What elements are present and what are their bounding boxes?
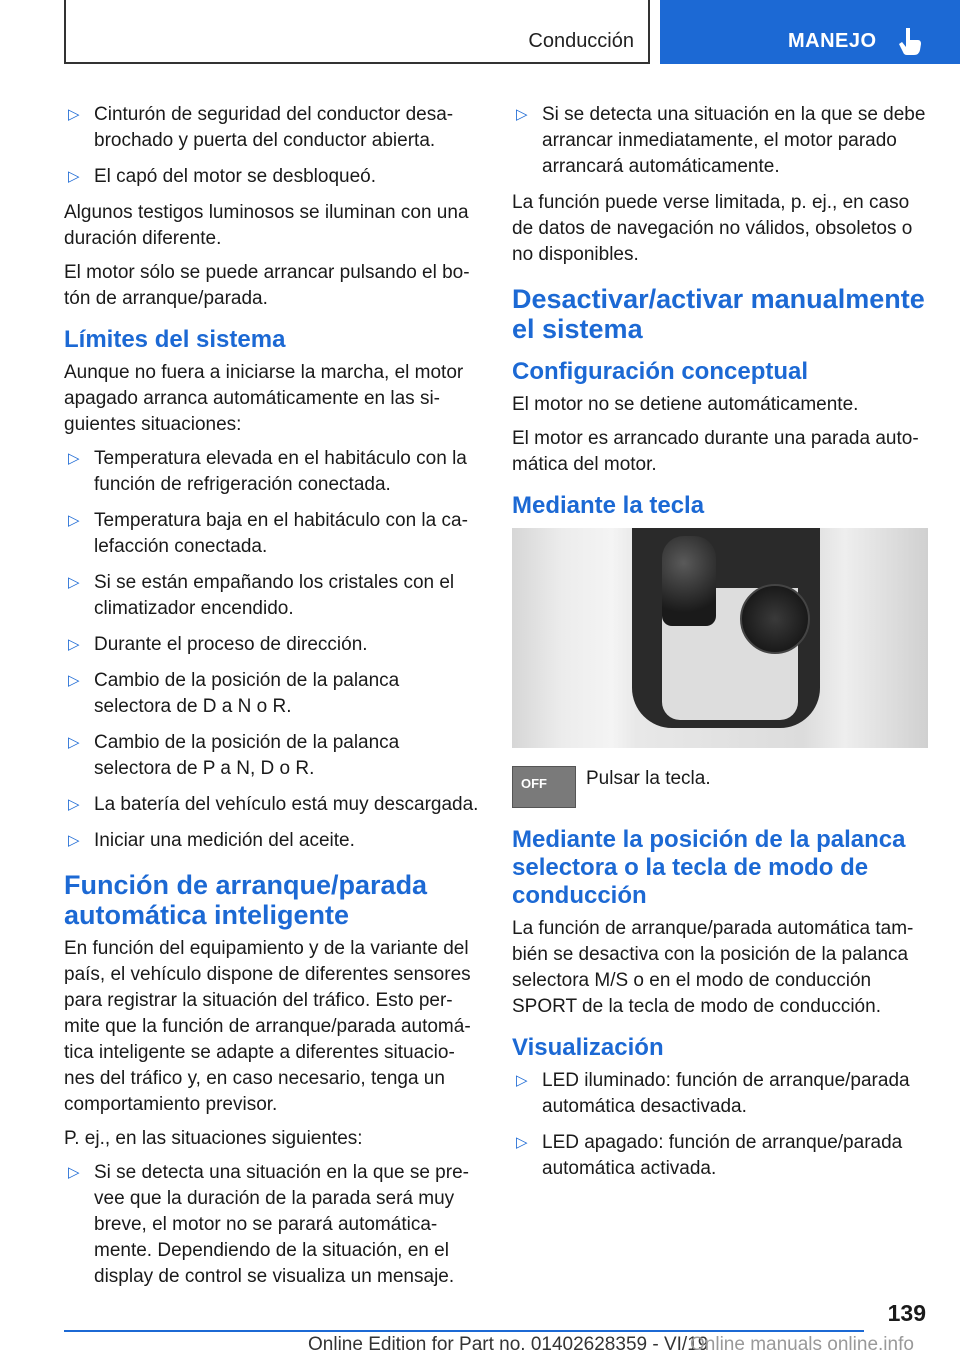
header-chapter-tab[interactable] <box>660 0 960 64</box>
list-item: ▷ Temperatura elevada en el habitáculo con la función de refrigeración conectada. <box>68 448 467 495</box>
list-item: ▷ El capó del motor se desbloqueó. <box>64 164 480 190</box>
triangle-bullet-icon: ▷ <box>68 512 80 529</box>
paragraph: La función de arranque/parada automática tam-bién se desactiva con la posición de la palanca selectora M/S o en el modo de conducción SPORT de la tecla de modo de conducción. <box>512 918 914 1017</box>
heading-via-key: Mediante la tecla <box>512 492 705 519</box>
key-instruction-row <box>512 766 930 808</box>
list-item: ▷ Cambio de la posición de la palanca selectora de P a N, D o R. <box>68 732 400 779</box>
triangle-bullet-icon: ▷ <box>68 574 80 591</box>
footer-site-watermark: Online manuals online.info <box>690 1334 914 1355</box>
left-column <box>64 102 480 1300</box>
triangle-bullet-icon: ▷ <box>68 796 80 813</box>
paragraph: Aunque no fuera a iniciarse la marcha, el motor apagado arranca automáticamente en las si-guientes situaciones: <box>64 362 464 435</box>
list-item: ▷ Iniciar una medición del aceite. <box>64 828 480 854</box>
paragraph: El motor es arrancado durante una parada auto-mática del motor. <box>512 428 919 475</box>
list-item: ▷ LED iluminado: función de arranque/parada automática desactivada. <box>516 1070 910 1117</box>
triangle-bullet-icon: ▷ <box>68 106 80 123</box>
triangle-bullet-icon: ▷ <box>68 734 80 751</box>
idrive-controller-dial <box>740 584 810 654</box>
paragraph: En función del equipamiento y de la variante del país, el vehículo dispone de diferentes sensores para registrar la situación del tráfico. Esto per-mite que la función de arranque/parada automá-tica inteligente se adapte a diferentes situacio-nes del tráfico y, en caso necesario, tenga un comportamiento previsor. <box>64 938 471 1115</box>
header-section-label: Conducción <box>528 30 634 52</box>
header-section-box <box>64 0 650 64</box>
list-item: ▷ Si se detecta una situación en la que se debe arrancar inmediatamente, el motor parado arrancará automáticamente. <box>516 104 926 177</box>
heading-limits: Límites del sistema <box>64 326 286 353</box>
heading-smart-start-stop: Función de arranque/parada automática inteligente <box>64 870 428 930</box>
bullet-list-smart <box>64 1160 480 1290</box>
list-item: ▷ Durante el proceso de dirección. <box>64 632 480 658</box>
gear-selector-knob <box>662 536 716 626</box>
list-item: ▷ Cambio de la posición de la palanca selectora de D a N o R. <box>68 670 400 717</box>
footer-divider <box>64 1330 864 1332</box>
triangle-bullet-icon: ▷ <box>68 450 80 467</box>
right-column <box>512 102 930 1192</box>
paragraph: Algunos testigos luminosos se iluminan con una duración diferente. <box>64 202 469 249</box>
paragraph: El motor sólo se puede arrancar pulsando el bo-tón de arranque/parada. <box>64 262 470 309</box>
auto-start-stop-off-icon: OFF <box>512 766 576 808</box>
bullet-list-smart-cont <box>512 102 930 180</box>
paragraph: El motor no se detiene automáticamente. <box>512 394 859 415</box>
header-chapter-label: MANEJO <box>788 30 877 52</box>
bullet-list-limits <box>64 446 480 854</box>
heading-via-selector: Mediante la posición de la palanca selectora o la tecla de modo de conducción <box>512 826 906 909</box>
footer-edition: Online Edition for Part no. 01402628359 - VI/19 <box>308 1334 709 1355</box>
list-item: ▷ Si se detecta una situación en la que se pre-vee que la duración de la parada será muy breve, el motor no se parará automática-mente. Dependiendo de la situación, en el display de control se visualiza un mensaje. <box>68 1162 469 1287</box>
hand-pointer-icon <box>896 26 922 56</box>
triangle-bullet-icon: ▷ <box>68 1164 80 1181</box>
heading-concept-config: Configuración conceptual <box>512 358 809 385</box>
triangle-bullet-icon: ▷ <box>516 1072 528 1089</box>
bullet-list-display <box>512 1068 930 1182</box>
list-item: ▷ Temperatura baja en el habitáculo con la ca-lefacción conectada. <box>68 510 468 557</box>
triangle-bullet-icon: ▷ <box>516 1134 528 1151</box>
triangle-bullet-icon: ▷ <box>68 636 80 653</box>
triangle-bullet-icon: ▷ <box>68 832 80 849</box>
paragraph: P. ej., en las situaciones siguientes: <box>64 1128 363 1149</box>
bullet-list-top <box>64 102 480 190</box>
list-item: ▷ Cinturón de seguridad del conductor desa-brochado y puerta del conductor abierta. <box>68 104 454 151</box>
triangle-bullet-icon: ▷ <box>68 168 80 185</box>
center-console-photo <box>512 528 928 748</box>
paragraph: La función puede verse limitada, p. ej., en caso de datos de navegación no válidos, obsoletos o no disponibles. <box>512 192 913 265</box>
list-item: ▷ LED apagado: función de arranque/parada automática activada. <box>516 1132 903 1179</box>
triangle-bullet-icon: ▷ <box>68 672 80 689</box>
page-number: 139 <box>887 1300 926 1326</box>
list-item: ▷ La batería del vehículo está muy descargada. <box>64 792 480 818</box>
heading-manual-toggle: Desactivar/activar manualmente el sistema <box>512 284 925 344</box>
list-item: ▷ Si se están empañando los cristales con el climatizador encendido. <box>68 572 455 619</box>
heading-display: Visualización <box>512 1034 664 1061</box>
triangle-bullet-icon: ▷ <box>516 106 528 123</box>
key-instruction-text: Pulsar la tecla. <box>586 768 711 789</box>
console-panel <box>632 528 820 728</box>
